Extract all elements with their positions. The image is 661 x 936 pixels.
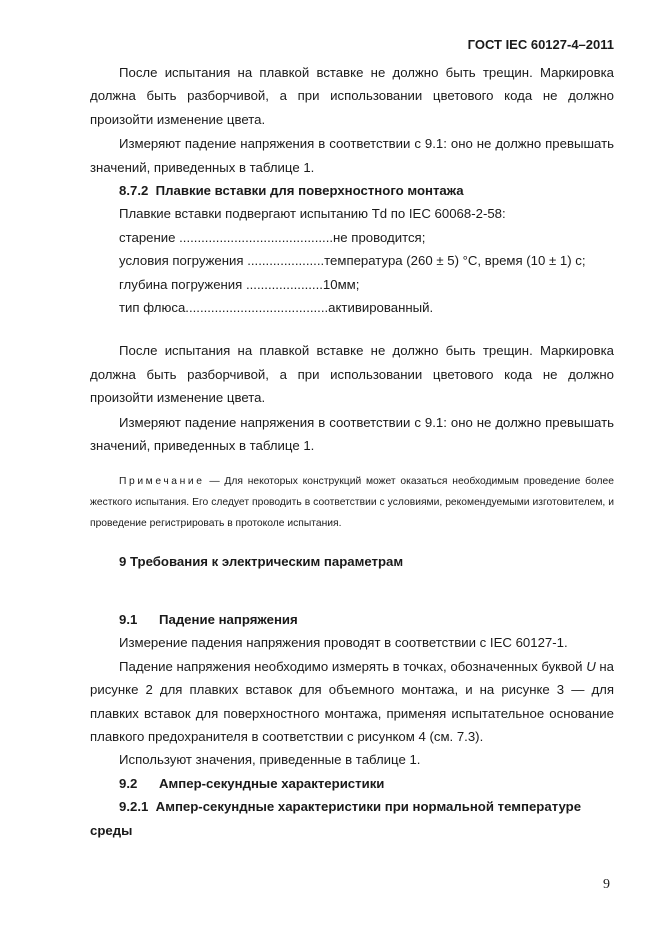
- section-title: Ампер-секундные характеристики при нормальной температуре среды: [90, 799, 582, 838]
- paragraph-use-values: Используют значения, приведенные в таблице 1.: [119, 752, 421, 768]
- section-title: Падение напряжения: [159, 611, 298, 627]
- page-content: [90, 61, 614, 842]
- paragraph-after-test-2: После испытания на плавкой вставке не должно быть трещин. Маркировка должна быть разборчивой, а при использовании цветового кода не должно произойти изменение цвета.: [90, 343, 614, 406]
- paragraph-voltage-drop: Измеряют падение напряжения в соответствии с 9.1: оно не должно превышать значений, приведенных в таблице 1.: [90, 136, 614, 175]
- condition-flux: тип флюса.......................................активированный.: [119, 300, 434, 316]
- page-number: 9: [603, 877, 610, 892]
- paragraph-measure-points: Падение напряжения необходимо измерять в точках, обозначенных буквой U на рисунке 2 для плавких вставок для объемного монтажа, и на рисунке 3 — для плавких вставок для поверхностного монтажа, применяя испытательное основание плавкого предохранителя в соответствии с рисунком 4 (см. 7.3).: [90, 658, 614, 744]
- section-number: 9.2.1: [119, 799, 149, 815]
- condition-immersion: условия погружения .....................температура (260 ± 5) °С, время (10 ± 1) с;: [119, 253, 586, 269]
- section-number: 8.7.2: [119, 183, 149, 199]
- symbol-u: U: [586, 658, 596, 674]
- document-header: ГОСТ IEC 60127-4–2011: [467, 37, 614, 52]
- section-9-1-heading: [90, 608, 614, 631]
- condition-depth: глубина погружения .....................10мм;: [119, 276, 360, 292]
- section-title: Ампер-секундные характеристики: [159, 775, 385, 791]
- paragraph-voltage-drop-2: Измеряют падение напряжения в соответствии с 9.1: оно не должно превышать значений, приведенных в таблице 1.: [90, 414, 614, 454]
- section-number: 9.1: [119, 611, 138, 627]
- section-number: 9.2: [119, 775, 138, 791]
- paragraph-td-test: Плавкие вставки подвергают испытанию Td по IEC 60068-2-58:: [119, 206, 506, 222]
- section-9-heading: 9 Требования к электрическим параметрам: [119, 553, 404, 569]
- note-text: — Для некоторых конструкций может оказаться необходимым проведение более жесткого испытания. Его следует проводить в соответствии с условиями, рекомендуемыми изготовителем, и проведение регистрировать в протоколе испытания.: [90, 475, 614, 529]
- section-9-2-heading: [90, 772, 614, 795]
- section-8-7-2-heading: [90, 179, 614, 202]
- note-label: Примечание: [119, 475, 205, 487]
- paragraph-after-test: После испытания на плавкой вставке не должно быть трещин. Маркировка должна быть разборчивой, а при использовании цветового кода не должно произойти изменение цвета.: [90, 65, 614, 127]
- paragraph-measurement: Измерение падения напряжения проводят в соответствии с IEC 60127-1.: [119, 635, 568, 651]
- section-9-2-1-heading: [90, 795, 614, 842]
- note: [90, 471, 614, 534]
- condition-aging: старение ..........................................не проводится;: [119, 229, 426, 245]
- section-title: Плавкие вставки для поверхностного монтажа: [155, 183, 464, 199]
